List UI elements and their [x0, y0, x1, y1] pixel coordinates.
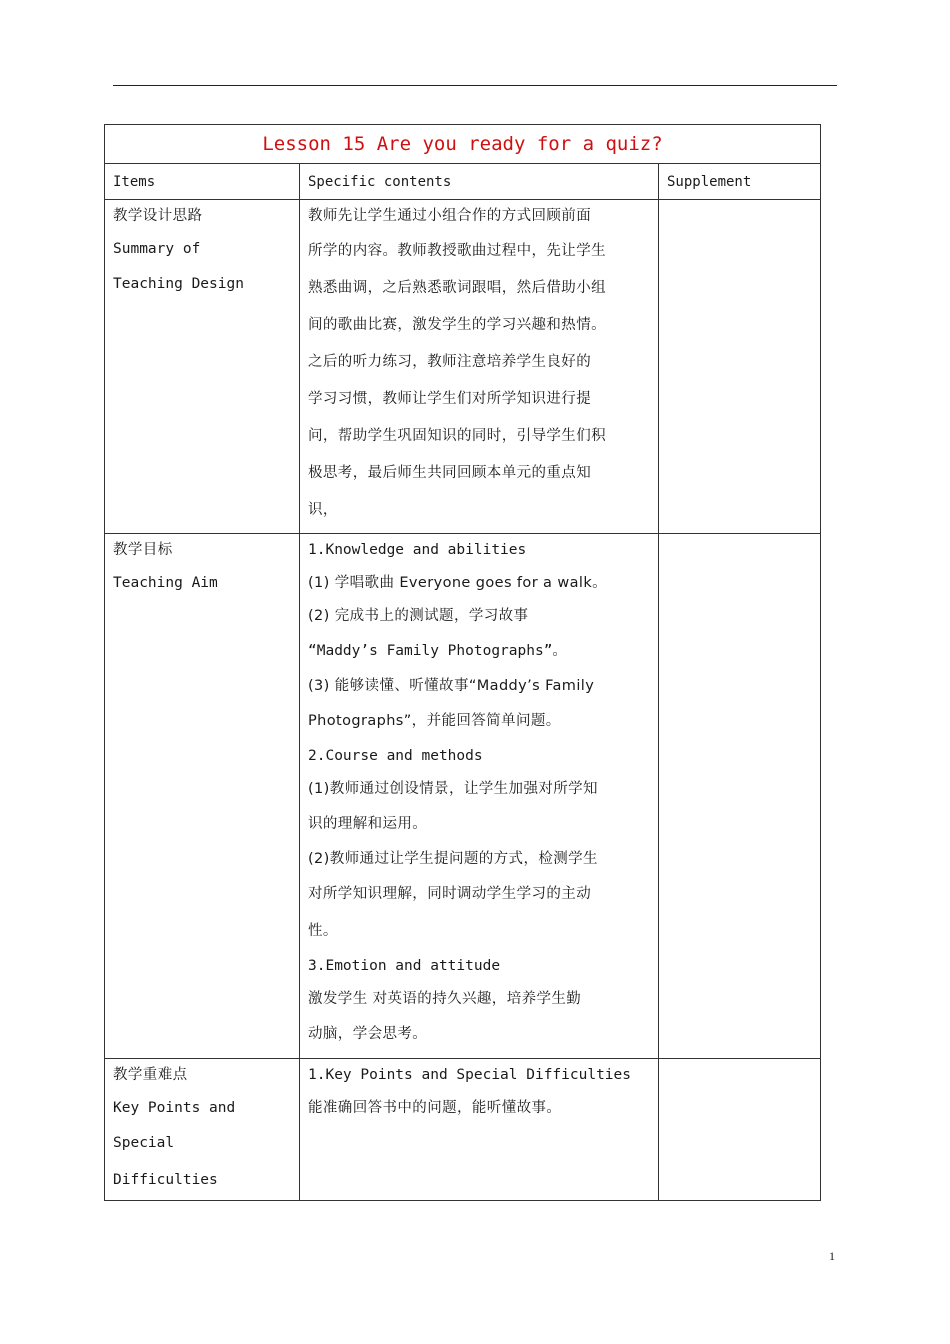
- row-supplement-cell: [659, 1059, 821, 1201]
- table-row: [105, 200, 821, 534]
- row-item-cell: [105, 534, 300, 1059]
- item-label-en: Special: [113, 1135, 175, 1151]
- header-row: [105, 164, 821, 200]
- table-row: [105, 1059, 821, 1201]
- content-line: 2.Course and methods: [308, 748, 483, 764]
- page-number: 1: [829, 1249, 835, 1263]
- item-label-cn: 教学设计思路: [113, 208, 203, 224]
- content-line: (2)教师通过让学生提问题的方式，检测学生: [308, 851, 598, 867]
- item-label-en: Key Points and: [113, 1100, 236, 1116]
- content-line: 对所学知识理解，同时调动学生学习的主动: [308, 886, 592, 902]
- content-line: 识，: [308, 502, 338, 518]
- content-line: 之后的听力练习，教师注意培养学生良好的: [308, 354, 592, 370]
- content-line: 1.Key Points and Special Difficulties: [308, 1067, 632, 1083]
- item-label-cn: 教学重难点: [113, 1067, 188, 1083]
- lesson-title: Lesson 15 Are you ready for a quiz?: [105, 125, 821, 164]
- content-line: 3.Emotion and attitude: [308, 958, 501, 974]
- content-line: 教师先让学生通过小组合作的方式回顾前面: [308, 208, 592, 224]
- content-line: 间的歌曲比赛，激发学生的学习兴趣和热情。: [308, 317, 606, 333]
- header-supplement: Supplement: [659, 164, 821, 200]
- row-content-cell: [300, 534, 659, 1059]
- content-line: 学习习惯，教师让学生们对所学知识进行提: [308, 391, 592, 407]
- content-line: 性。: [308, 923, 338, 939]
- row-content-cell: [300, 1059, 659, 1201]
- row-item-cell: [105, 200, 300, 534]
- content-line: 熟悉曲调，之后熟悉歌词跟唱，然后借助小组: [308, 280, 606, 296]
- item-label-en: Difficulties: [113, 1172, 218, 1188]
- content-line: “Maddy’s Family Photographs”。: [308, 643, 567, 659]
- header-rule: [113, 85, 837, 86]
- content-line: 激发学生 对英语的持久兴趣，培养学生勤: [308, 991, 582, 1007]
- table-row: [105, 534, 821, 1059]
- content-line: 能准确回答书中的问题，能听懂故事。: [308, 1100, 562, 1116]
- content-line: 极思考，最后师生共同回顾本单元的重点知: [308, 465, 592, 481]
- title-row: [105, 125, 821, 164]
- item-label-en: Teaching Design: [113, 276, 244, 292]
- item-label-cn: 教学目标: [113, 542, 173, 558]
- content-line: 问，帮助学生巩固知识的同时，引导学生们积: [308, 428, 606, 444]
- header-items: Items: [105, 164, 300, 200]
- content-line: 识的理解和运用。: [308, 816, 428, 832]
- header-specific-contents: Specific contents: [300, 164, 659, 200]
- content-line: (1) 学唱歌曲 Everyone goes for a walk。: [308, 575, 608, 591]
- item-label-en: Summary of: [113, 241, 201, 257]
- row-supplement-cell: [659, 200, 821, 534]
- content-line: (1)教师通过创设情景，让学生加强对所学知: [308, 781, 598, 797]
- row-content-cell: [300, 200, 659, 534]
- row-item-cell: [105, 1059, 300, 1201]
- content-line: 1.Knowledge and abilities: [308, 542, 527, 558]
- content-line: Photographs”，并能回答简单问题。: [308, 713, 561, 729]
- content-line: 所学的内容。教师教授歌曲过程中，先让学生: [308, 243, 606, 259]
- item-label-en: Teaching Aim: [113, 575, 218, 591]
- content-line: 动脑，学会思考。: [308, 1026, 428, 1042]
- row-supplement-cell: [659, 534, 821, 1059]
- content-line: (3) 能够读懂、听懂故事“Maddy’s Family: [308, 678, 595, 694]
- content-line: (2) 完成书上的测试题，学习故事: [308, 608, 529, 624]
- lesson-plan-table: [104, 124, 821, 1201]
